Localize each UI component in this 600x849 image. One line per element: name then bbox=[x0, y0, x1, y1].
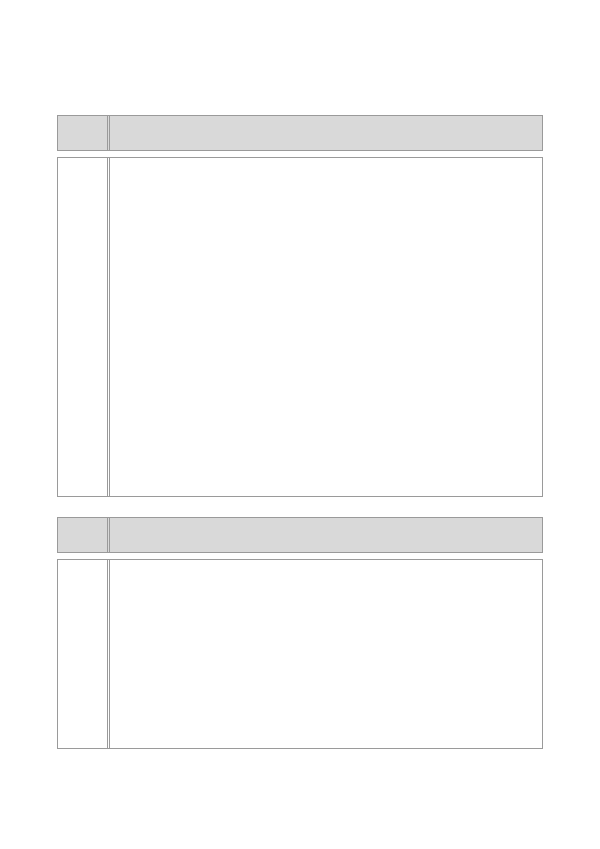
question-number bbox=[58, 116, 110, 150]
qa-block-14 bbox=[57, 517, 543, 749]
answer-row bbox=[57, 157, 543, 497]
question-text bbox=[110, 518, 542, 552]
question-number bbox=[58, 518, 110, 552]
qa-block-13 bbox=[57, 115, 543, 497]
answer-label bbox=[58, 158, 110, 496]
answer-row bbox=[57, 559, 543, 749]
question-row bbox=[57, 517, 543, 553]
answer-body bbox=[110, 560, 542, 748]
answer-label bbox=[58, 560, 110, 748]
question-row bbox=[57, 115, 543, 151]
question-text bbox=[110, 116, 542, 150]
answer-body bbox=[110, 158, 542, 496]
